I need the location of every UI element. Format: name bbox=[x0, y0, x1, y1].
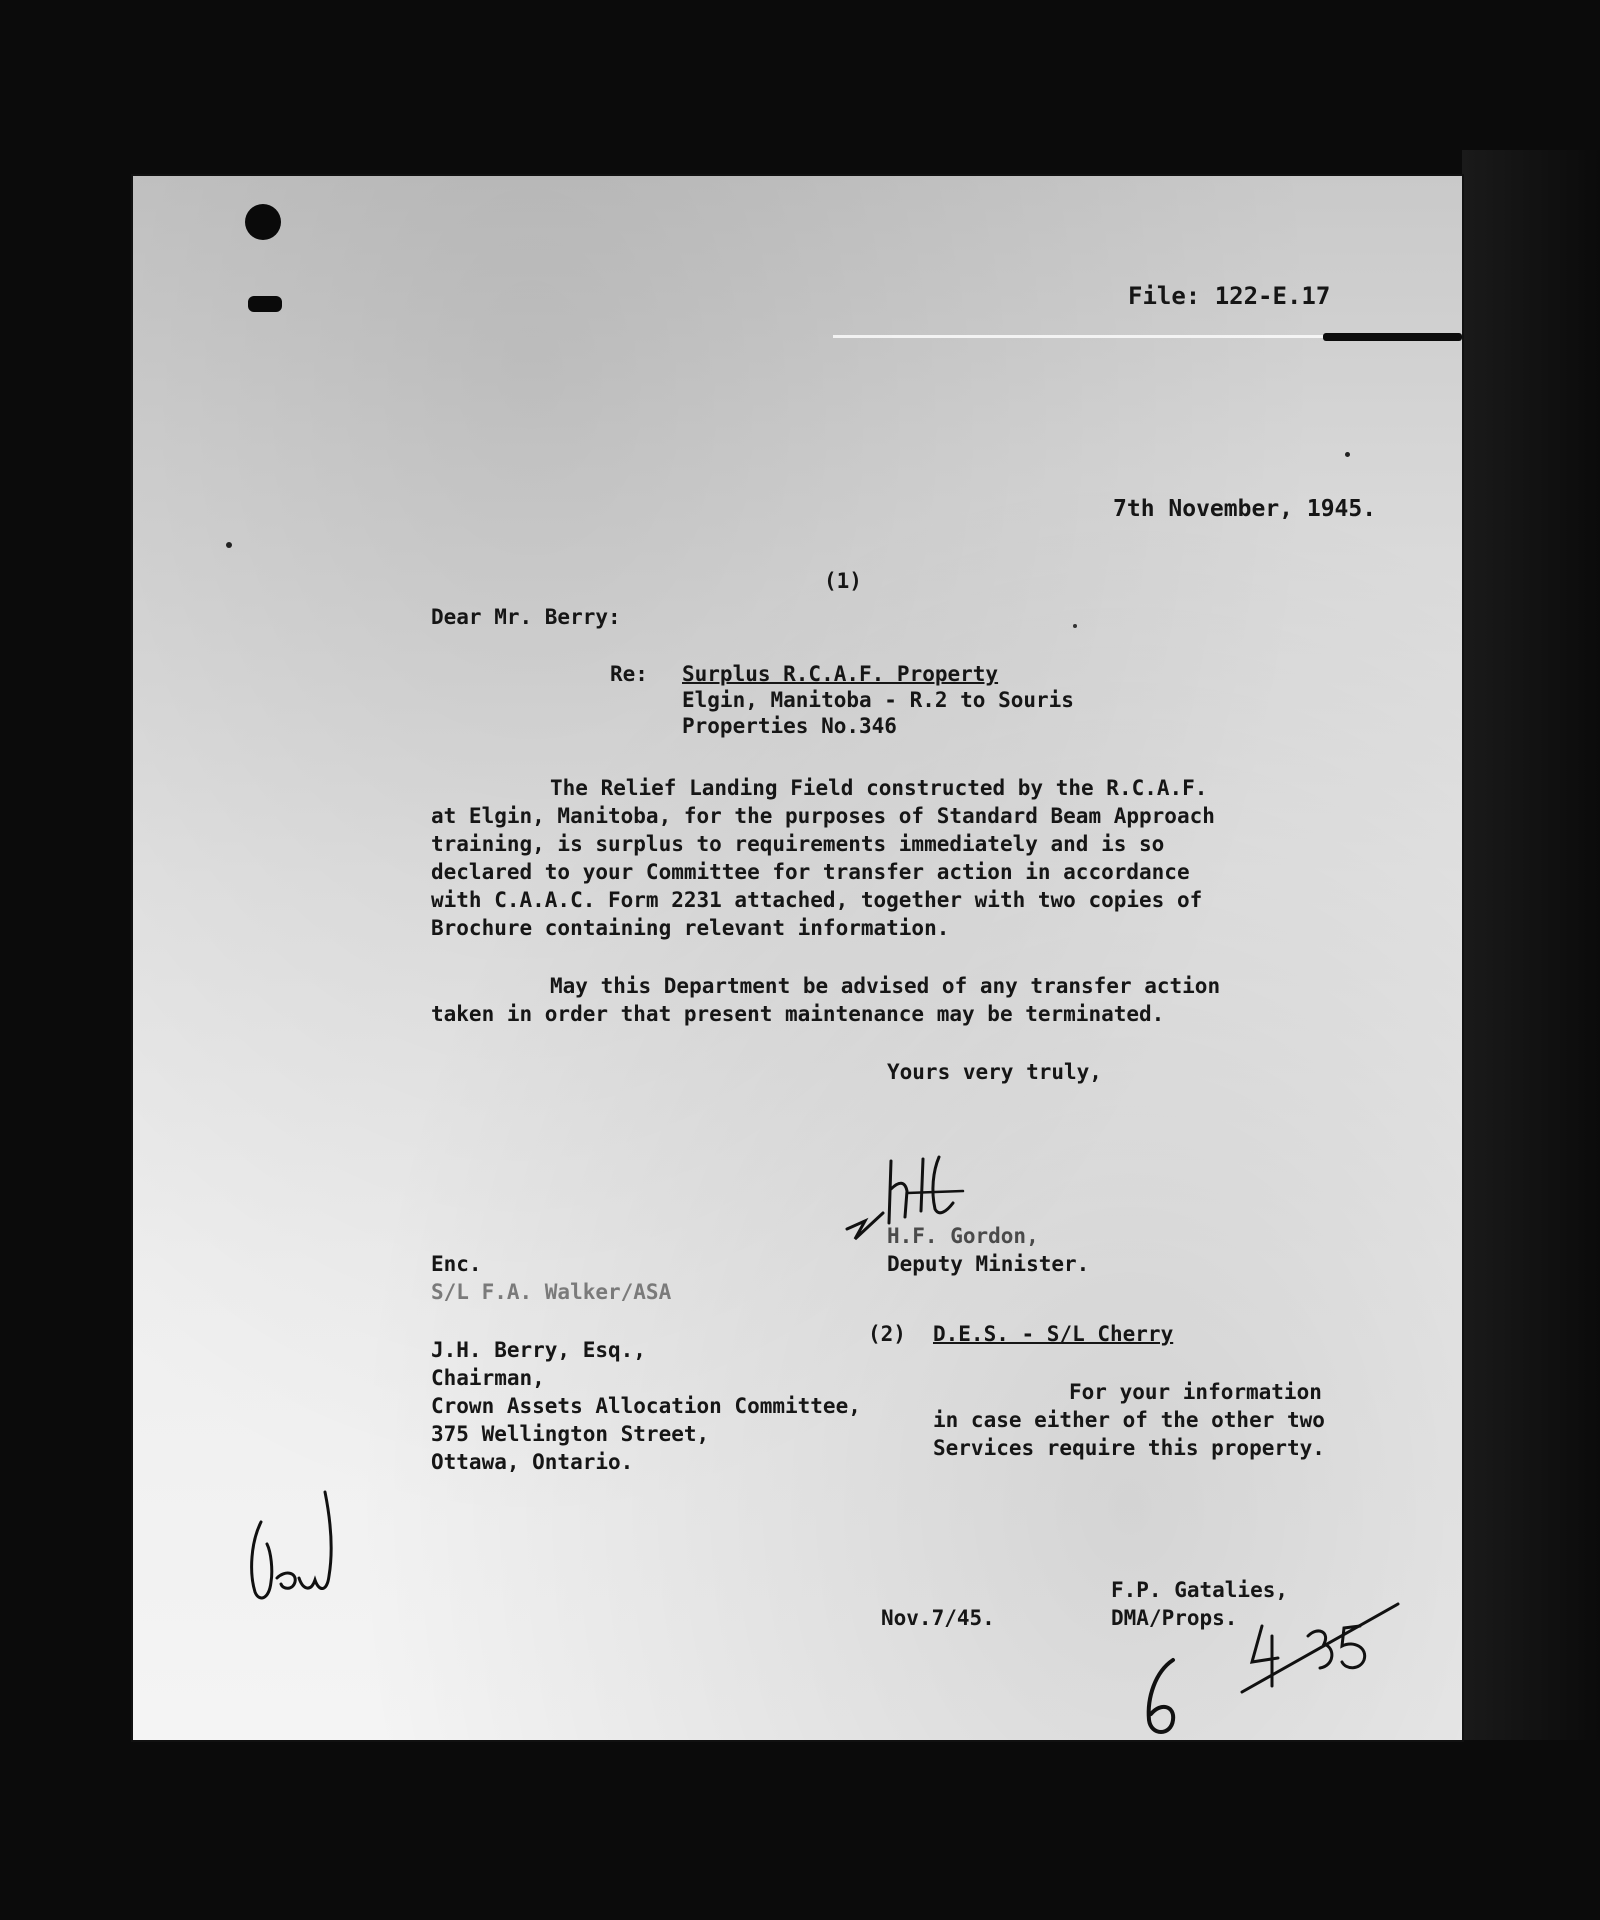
body-line: Brochure containing relevant information. bbox=[431, 916, 950, 940]
body-line: at Elgin, Manitoba, for the purposes of Standard Beam Approach bbox=[431, 804, 1215, 828]
copy2-line: Services require this property. bbox=[933, 1436, 1325, 1460]
re-subject-line-2: Elgin, Manitoba - R.2 to Souris bbox=[682, 688, 1074, 712]
enclosure-label: Enc. bbox=[431, 1252, 482, 1276]
re-subject-line-3: Properties No.346 bbox=[682, 714, 897, 738]
address-line: Chairman, bbox=[431, 1366, 545, 1390]
speck bbox=[226, 542, 232, 548]
speck bbox=[1073, 624, 1077, 628]
crease-line bbox=[833, 335, 1323, 338]
body-line: with C.A.A.C. Form 2231 attached, together with two copies of bbox=[431, 888, 1203, 912]
copy2-line: in case either of the other two bbox=[933, 1408, 1325, 1432]
copy-number: (1) bbox=[824, 569, 862, 593]
handwritten-initials bbox=[241, 1482, 361, 1612]
footer-department: DMA/Props. bbox=[1111, 1606, 1238, 1630]
file-reference: File: 122-E.17 bbox=[1128, 282, 1331, 310]
body-line: May this Department be advised of any transfer action bbox=[550, 974, 1221, 998]
re-label: Re: bbox=[610, 662, 648, 686]
address-line: Crown Assets Allocation Committee, bbox=[431, 1394, 861, 1418]
closing: Yours very truly, bbox=[887, 1060, 1102, 1084]
enclosure-reference: S/L F.A. Walker/ASA bbox=[431, 1280, 672, 1304]
letter-page bbox=[133, 176, 1462, 1740]
punch-hole bbox=[248, 296, 282, 312]
body-line: taken in order that present maintenance may be terminated. bbox=[431, 1002, 1165, 1026]
letter-date: 7th November, 1945. bbox=[1113, 496, 1377, 522]
address-line: J.H. Berry, Esq., bbox=[431, 1338, 646, 1362]
signatory-name: H.F. Gordon, bbox=[887, 1224, 1039, 1248]
copy2-line: For your information bbox=[1069, 1380, 1322, 1404]
handwritten-struck-number bbox=[1238, 1596, 1403, 1706]
copy2-number: (2) bbox=[868, 1322, 906, 1346]
handwritten-page-number bbox=[1133, 1652, 1193, 1742]
signatory-title: Deputy Minister. bbox=[887, 1252, 1090, 1276]
scan-dark-margin bbox=[1462, 150, 1600, 1740]
body-line: The Relief Landing Field constructed by the R.C.A.F. bbox=[550, 776, 1208, 800]
staple-mark bbox=[1323, 333, 1462, 341]
body-line: declared to your Committee for transfer action in accordance bbox=[431, 860, 1190, 884]
footer-date: Nov.7/45. bbox=[881, 1606, 995, 1630]
punch-hole bbox=[245, 204, 281, 240]
address-line: 375 Wellington Street, bbox=[431, 1422, 710, 1446]
footer-initials: F.P. Gatalies, bbox=[1111, 1578, 1289, 1602]
body-line: training, is surplus to requirements immediately and is so bbox=[431, 832, 1165, 856]
speck bbox=[1345, 452, 1350, 457]
salutation: Dear Mr. Berry: bbox=[431, 605, 621, 629]
re-subject-line-1: Surplus R.C.A.F. Property bbox=[682, 662, 999, 686]
address-line: Ottawa, Ontario. bbox=[431, 1450, 634, 1474]
copy2-recipient: D.E.S. - S/L Cherry bbox=[933, 1322, 1174, 1346]
